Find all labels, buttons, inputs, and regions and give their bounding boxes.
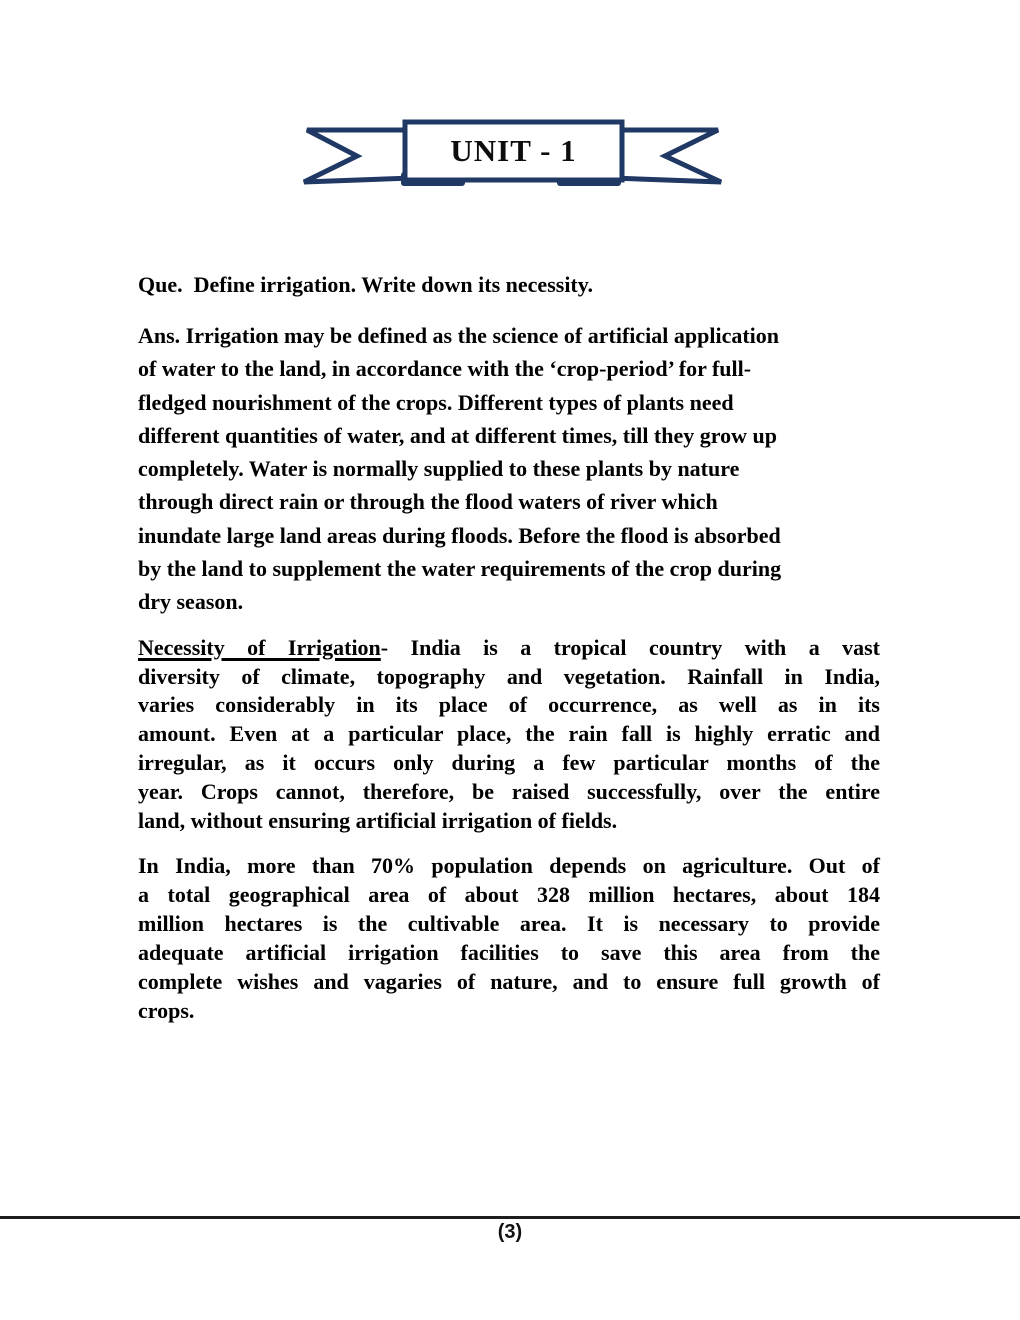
text-line: varies considerably in its place of occurrence, as well as in its	[138, 692, 880, 718]
text-line: In India, more than 70% population depends on agriculture. Out of	[138, 853, 880, 879]
text-line: year. Crops cannot, therefore, be raised successfully, over the entire	[138, 779, 880, 805]
text-line: dry season.	[138, 589, 244, 615]
text-line: inundate large land areas during floods. Before the flood is absorbed	[138, 522, 781, 548]
unit-banner	[295, 118, 727, 198]
text-line: completely. Water is normally supplied to these plants by nature	[138, 456, 740, 482]
text-line: Ans. Irrigation may be defined as the science of artificial application	[138, 323, 780, 348]
text-line: adequate artificial irrigation facilities to save this area from the	[138, 939, 880, 965]
ribbon-left-tail	[304, 130, 413, 182]
text-line: different quantities of water, and at different times, till they grow up	[138, 422, 777, 448]
necessity-heading: Necessity of Irrigation	[138, 634, 381, 660]
text-line: crops.	[138, 997, 195, 1023]
text-line: of water to the land, in accordance with the ‘crop-period’ for full-	[138, 356, 752, 382]
text-line: complete wishes and vagaries of nature, and to ensure full growth of	[138, 968, 880, 994]
text-line: through direct rain or through the flood waters of river which	[138, 489, 718, 515]
text-line	[138, 634, 880, 663]
text-segment: - India is a tropical country with a vast	[380, 634, 880, 660]
text-line: a total geographical area of about 328 million hectares, about 184	[138, 881, 880, 907]
text-line: by the land to supplement the water requirements of the crop during	[138, 556, 782, 582]
text-line: million hectares is the cultivable area. It is necessary to provide	[138, 910, 880, 936]
page-number: (3)	[497, 1221, 523, 1243]
footer-rule	[0, 1216, 1020, 1219]
text-line: diversity of climate, topography and vegetation. Rainfall in India,	[138, 663, 880, 689]
necessity-paragraph	[138, 634, 880, 836]
answer-paragraph	[138, 319, 880, 619]
india-paragraph	[138, 852, 880, 1025]
unit-title: UNIT - 1	[450, 133, 577, 168]
page-content	[138, 268, 880, 1025]
text-line: irregular, as it occurs only during a few particular months of the	[138, 750, 880, 776]
text-line: land, without ensuring artificial irrigation of fields.	[138, 808, 618, 834]
question-line: Que. Define irrigation. Write down its necessity.	[138, 272, 594, 297]
text-line: fledged nourishment of the crops. Different types of plants need	[138, 389, 734, 415]
text-line: amount. Even at a particular place, the rain fall is highly erratic and	[138, 721, 880, 747]
ribbon-right-tail	[611, 130, 721, 182]
